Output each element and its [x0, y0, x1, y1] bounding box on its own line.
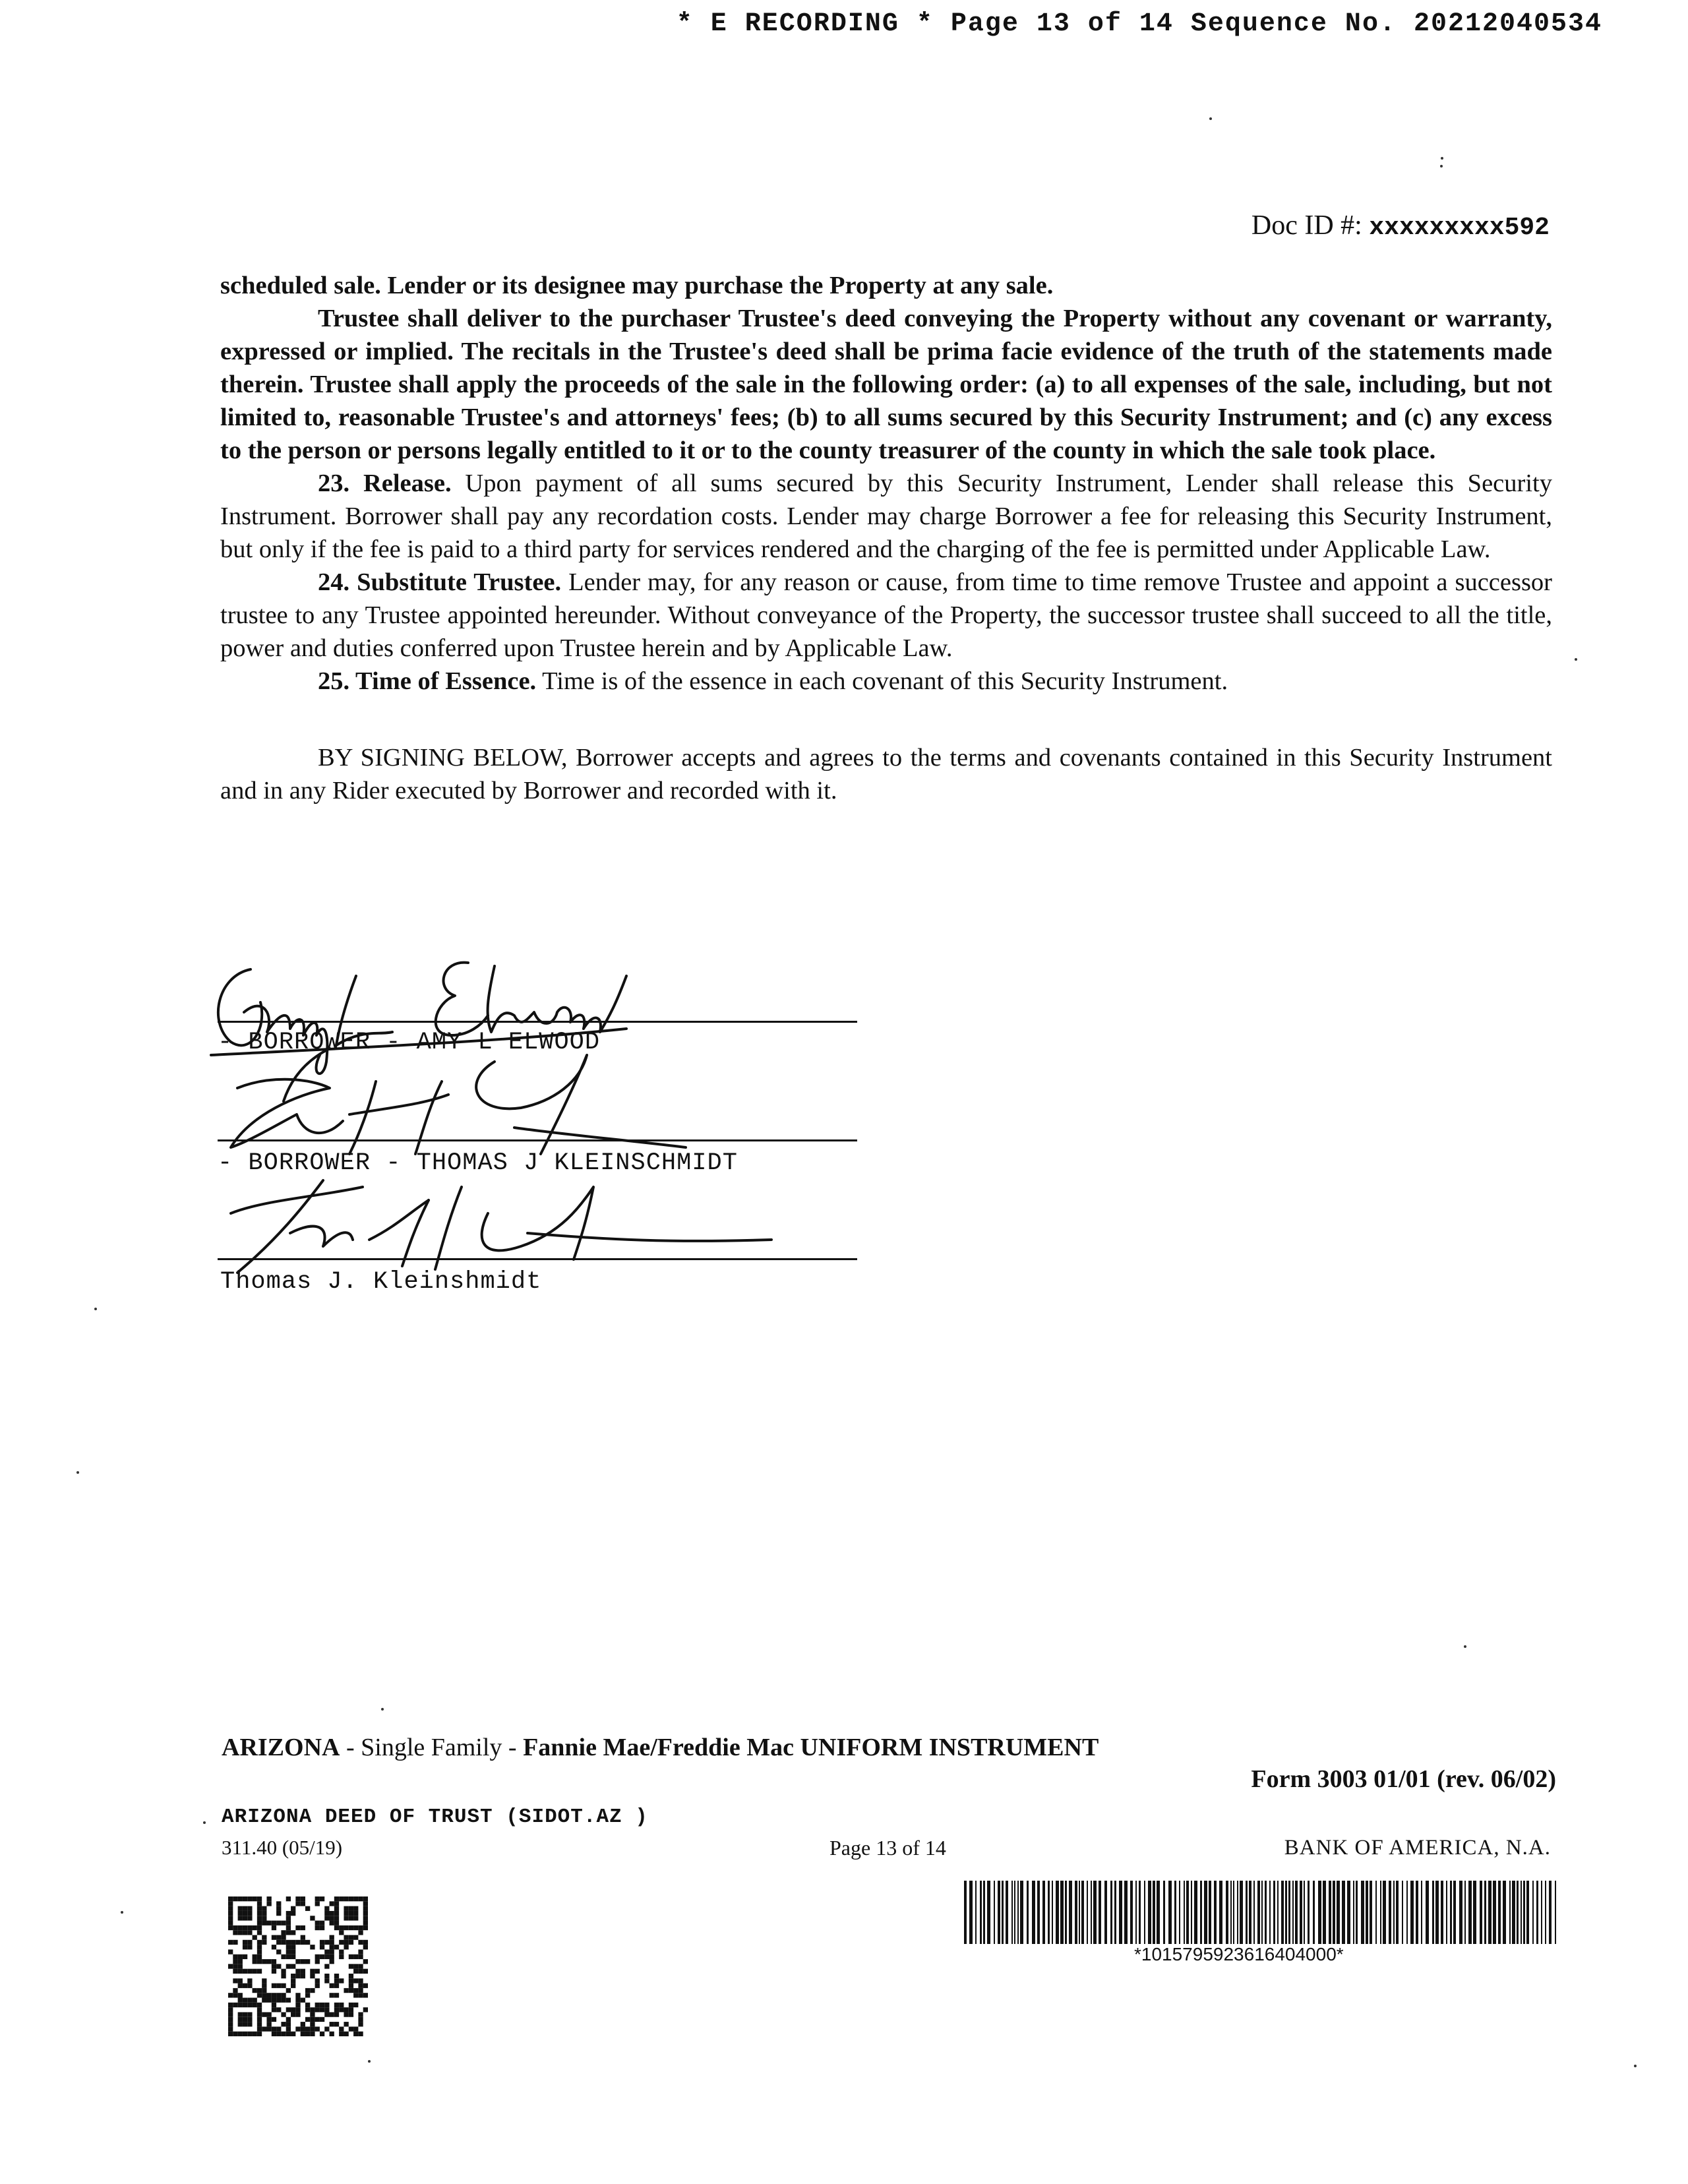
- doc-id-value: xxxxxxxxx592: [1369, 214, 1550, 242]
- signing-statement: BY SIGNING BELOW, Borrower accepts and agrees to the terms and covenants contained in this Security Instrument and in any Rider executed by Borrower and recorded with it.: [220, 744, 1552, 804]
- doc-id-label: Doc ID #:: [1251, 210, 1362, 241]
- section-25-text: Time is of the essence in each covenant of this Security Instrument.: [536, 667, 1228, 695]
- recording-header: * E RECORDING * Page 13 of 14 Sequence No. 20212040534: [676, 9, 1602, 39]
- form-number: Form 3003 01/01 (rev. 06/02): [1251, 1765, 1556, 1793]
- form-state: ARIZONA: [222, 1734, 340, 1761]
- form-code: 311.40 (05/19): [222, 1836, 343, 1859]
- signature-label-1: - BORROWER - AMY L ELWOOD: [218, 1029, 601, 1056]
- section-23-heading: 23. Release.: [318, 470, 452, 497]
- lender-name: BANK OF AMERICA, N.A.: [1284, 1836, 1551, 1860]
- paragraph-scheduled-sale: scheduled sale. Lender or its designee may purchase the Property at any sale.: [220, 272, 1054, 299]
- form-sep: - Single Family -: [340, 1734, 524, 1761]
- barcode-number: *101579592361640400​0*: [1134, 1944, 1344, 1964]
- form-instrument: Fannie Mae/Freddie Mac UNIFORM INSTRUMENT: [523, 1734, 1099, 1761]
- section-24-heading: 24. Substitute Trustee.: [318, 568, 562, 596]
- section-25-heading: 25. Time of Essence.: [318, 667, 537, 695]
- signature-label-2: - BORROWER - THOMAS J KLEINSCHMIDT: [218, 1149, 738, 1177]
- page-number: Page 13 of 14: [829, 1836, 946, 1860]
- section-24-text: Lender may, for any reason or cause, from time to time remove Trustee and appoint a successor trustee to any Trustee appointed hereunder. Without conveyance of the Property, the successor trustee shall succeed to all the title, power and duties conferred upon Trustee herein and by Applicable Law.: [220, 568, 1553, 662]
- deed-title: ARIZONA DEED OF TRUST (SIDOT.AZ ): [222, 1805, 648, 1829]
- section-23-text: Upon payment of all sums secured by this Security Instrument, Lender shall release this Security Instrument. Borrower shall pay any recordation costs. Lender may charge Borrower a fee for releasing this Security Instrument, but only if the fee is paid to a third party for services rendered and the charging of the fee is permitted under Applicable Law.: [220, 470, 1552, 563]
- signature-label-3: Thomas J. Kleinshmidt: [220, 1268, 542, 1296]
- paragraph-trustee-deed: Trustee shall deliver to the purchaser Trustee's deed conveying the Property without any covenant or warranty, expressed or implied. The recitals in the Trustee's deed shall be prima facie evidence of the truth of the statements made therein. Trustee shall apply the proceeds of the sale in the following order: (a) to all expenses of the sale, including, but not limited to, reasonable Trustee's and attorneys' fees; (b) to all sums secured by this Security Instrument; and (c) any excess to the person or persons legally entitled to it or to the county treasurer of the county in which the sale took place.: [220, 305, 1552, 464]
